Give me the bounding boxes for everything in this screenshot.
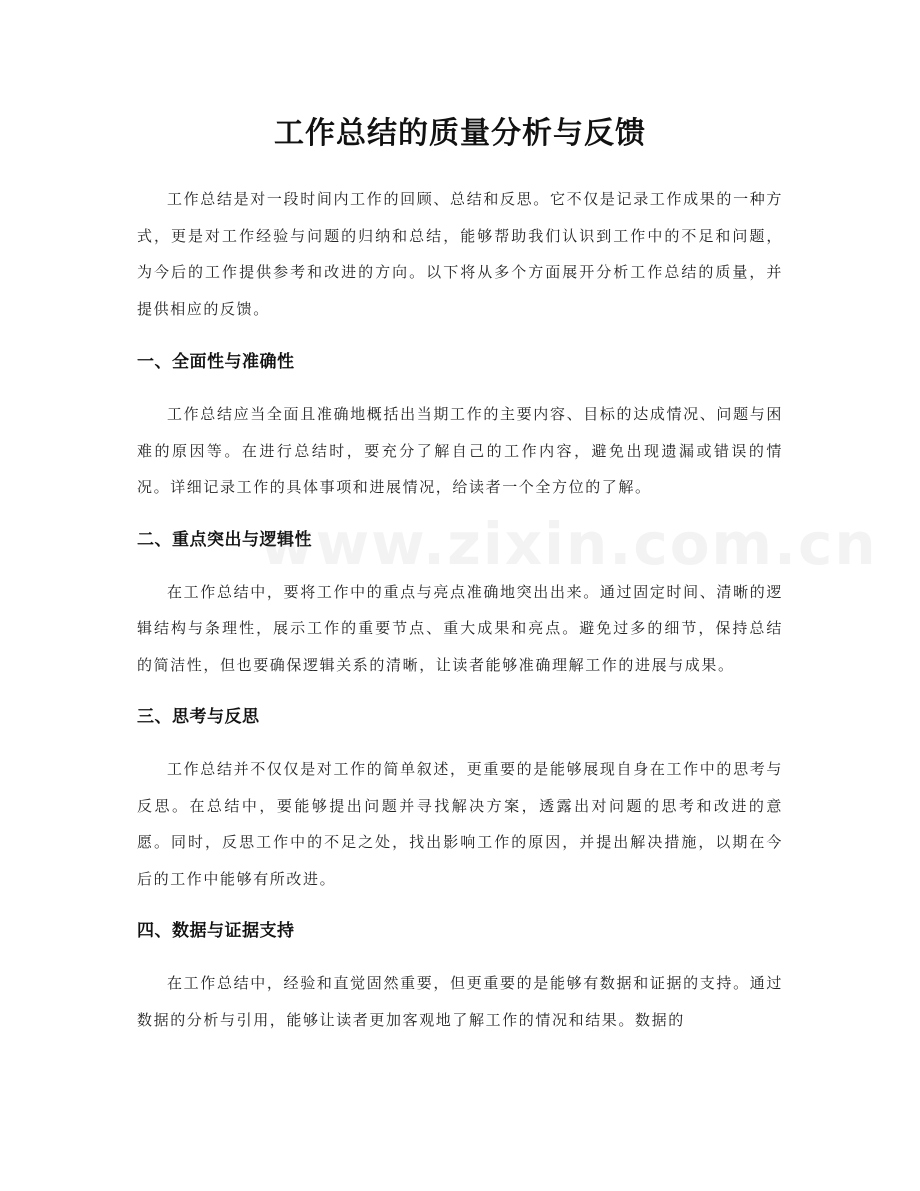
section-heading-1: 一、全面性与准确性 [137, 352, 295, 372]
section-heading-3: 三、思考与反思 [137, 707, 260, 727]
section-body-2: 在工作总结中，要将工作中的重点与亮点准确地突出出来。通过固定时间、清晰的逻辑结构与条理性，展示工作的重要节点、重大成果和亮点。避免过多的细节，保持总结的简洁性，但也要确保逻辑关系的清晰，让读者能够准确理解工作的进展与成果。 [137, 582, 783, 674]
section-body-3: 工作总结并不仅仅是对工作的简单叙述，更重要的是能够展现自身在工作中的思考与反思。在总结中，要能够提出问题并寻找解决方案，透露出对问题的思考和改进的意愿。同时，反思工作中的不足之处，找出影响工作的原因，并提出解决措施，以期在今后的工作中能够有所改进。 [137, 760, 783, 888]
section-heading-4: 四、数据与证据支持 [137, 921, 295, 941]
intro-paragraph: 工作总结是对一段时间内工作的回顾、总结和反思。它不仅是记录工作成果的一种方式，更是对工作经验与问题的归纳和总结，能够帮助我们认识到工作中的不足和问题，为今后的工作提供参考和改进的方向。以下将从多个方面展开分析工作总结的质量，并提供相应的反馈。 [137, 190, 783, 318]
page-title: 工作总结的质量分析与反馈 [274, 116, 646, 151]
section-body-1: 工作总结应当全面且准确地概括出当期工作的主要内容、目标的达成情况、问题与困难的原因等。在进行总结时，要充分了解自己的工作内容，避免出现遗漏或错误的情况。详细记录工作的具体事项和进展情况，给读者一个全方位的了解。 [137, 405, 783, 496]
watermark: www.zixin.com.cn [260, 510, 878, 578]
section-heading-2: 二、重点突出与逻辑性 [137, 529, 312, 550]
section-body-4: 在工作总结中，经验和直觉固然重要，但更重要的是能够有数据和证据的支持。通过数据的分析与引用，能够让读者更加客观地了解工作的情况和结果。数据的 [137, 974, 783, 1029]
